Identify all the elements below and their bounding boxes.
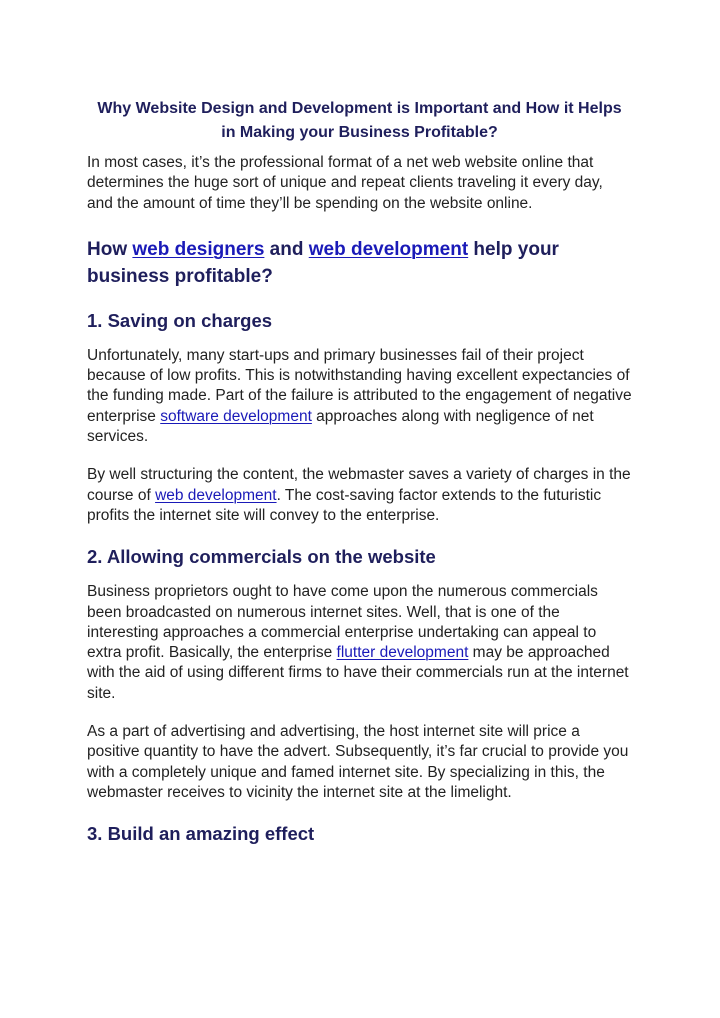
how-heading-suffix: help your business profitable? <box>87 238 559 287</box>
section1-paragraph2 <box>87 465 632 526</box>
spacer <box>87 803 632 821</box>
section1-p1-text-end: approaches along with negligence of net services. <box>87 407 594 446</box>
spacer <box>87 290 632 308</box>
section1-p2-text: By well structuring the content, the webmaster saves a variety of charges in the course of <box>87 466 631 504</box>
flutter-development-link[interactable]: flutter development <box>336 644 469 662</box>
section2-p1-text-end: may be approached with the aid of using different firms to have their commercials run at the internet site. <box>87 644 629 702</box>
spacer <box>87 214 632 236</box>
intro-paragraph: In most cases, it’s the professional format of a net web website online that determines the huge sort of unique and repeat clients traveling it every day, and the amount of time they’ll be spending on the website online. <box>87 154 603 212</box>
document-title: Why Website Design and Development is Important and How it Helps in Making your Business Profitable? <box>97 100 622 141</box>
section1-paragraph1 <box>87 346 632 447</box>
section2-paragraph2: As a part of advertising and advertising, the host internet site will price a positive quantity to have the advert. Subsequently, it’s far crucial to provide you with a completely unique and famed internet site. By specializing in this, the webmaster receives to vicinity the internet site at the limelight. <box>87 723 629 801</box>
how-heading <box>87 236 632 290</box>
how-heading-prefix: How <box>87 238 133 260</box>
spacer <box>87 570 632 582</box>
spacer <box>87 334 632 346</box>
how-heading-middle: and <box>264 238 309 260</box>
section1-heading: 1. Saving on charges <box>87 309 273 331</box>
web-development-link[interactable]: web development <box>308 238 469 260</box>
section1-p1-text: Unfortunately, many start-ups and primary businesses fail of their project because of low profits. This is notwithstanding having excellent expectancies of the funding made. Part of the failure is attributed to the engagement of negative enterprise <box>87 346 632 425</box>
spacer <box>87 526 632 544</box>
section3-heading: 3. Build an amazing effect <box>87 823 315 845</box>
spacer <box>87 704 632 722</box>
document-content <box>87 97 632 847</box>
section2-p1-text: Business proprietors ought to have come upon the numerous commercials been broadcasted on numerous internet sites. Well, that is one of the interesting approaches a commercial enterprise undertaking can appeal to extra profit. Basically, the enterprise <box>87 583 598 662</box>
spacer <box>87 447 632 465</box>
web-designers-link[interactable]: web designers <box>132 238 265 260</box>
section2-paragraph1 <box>87 582 632 704</box>
section1-p2-text-end: . The cost-saving factor extends to the futuristic profits the internet site will convey to the enterprise. <box>87 486 602 524</box>
section2-heading: 2. Allowing commercials on the website <box>87 546 436 568</box>
software-development-link[interactable]: software development <box>160 407 312 425</box>
web-development-inline-link[interactable]: web development <box>155 486 277 504</box>
